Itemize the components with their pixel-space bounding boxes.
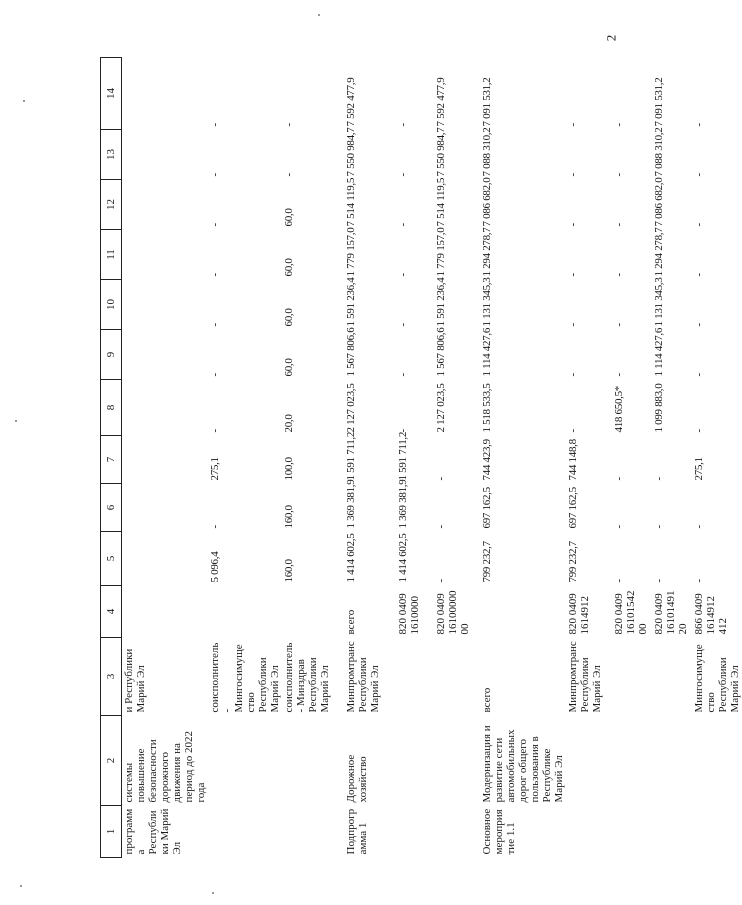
table-cell-col13 [122,130,209,180]
scan-speck [20,885,22,887]
table-cell-col7: 1 591 711,2 [397,431,409,481]
table-row [566,58,612,858]
header-cell: 4 [101,586,122,638]
table-cell-col14: - [613,123,625,127]
table-row [282,58,344,858]
table-cell-col8 [122,380,209,436]
table-cell-col8: 2 127 023,5 [435,383,447,433]
header-cell: 9 [101,330,122,380]
table-cell-col10: - [397,323,409,327]
header-cell: 11 [101,230,122,280]
table-cell-col11: - [613,273,625,277]
table-cell-col3: всего [481,687,493,713]
table-cell-col6: - [693,525,705,529]
table-cell-col14: - [209,123,221,127]
table-cell-col8: - [693,429,705,433]
table-cell-col3 [652,638,692,716]
table-cell-col4 [208,586,282,638]
table-cell-col2: Модернизация и развитие сети автомобильных дорог общего пользования в Республике Марий Эл [481,725,565,803]
table-cell-col12: 60,0 [283,208,295,227]
table-cell-col5: 799 232,7 [567,541,579,583]
table-cell-col5: 799 232,7 [481,541,493,583]
table-cell-col9: 1 114 427,6 [481,327,493,377]
header-cell: 12 [101,180,122,230]
table-cell-col10: 1 131 345,3 [653,277,665,327]
table-cell-col13: 7 550 984,7 [345,127,357,177]
table-cell-col3: соисполнитель - Мингосимущество Республики Марий Эл [209,642,281,713]
table-cell-col8: - [397,429,409,433]
table-cell-col8: 20,0 [283,414,295,433]
table-cell-col4 [282,586,344,638]
table-cell-col11: 1 294 278,7 [653,227,665,277]
table-cell-col3: и Республики Марий Эл [123,648,147,713]
table-cell-col8: 1 099 883,0 [653,383,665,433]
table-cell-col9 [122,330,209,380]
table-cell-col14: - [283,123,295,127]
table-cell-col7: 275,1 [693,457,705,481]
table-cell-col1 [692,806,742,858]
table-cell-col6: 697 162,5 [481,487,493,529]
table-cell-col14: 7 091 531,2 [653,77,665,127]
table-cell-col5: 5 096,4 [209,551,221,583]
table-cell-col10 [122,280,209,330]
table-cell-col3 [396,638,434,716]
table-cell-col6: 160,0 [283,505,295,529]
table-cell-col13: - [613,173,625,177]
table-cell-col13: - [397,173,409,177]
table-cell-col7: 744 423,9 [481,439,493,481]
table-cell-col9: 1 114 427,6 [653,327,665,377]
table-cell-col13: 7 088 310,2 [653,127,665,177]
table-cell-col1 [566,806,612,858]
table-cell-col14: 7 592 477,9 [345,77,357,127]
table-cell-col10: 1 591 236,4 [345,277,357,327]
table-row [344,58,396,858]
header-cell: 2 [101,716,122,806]
table-cell-col12: - [397,223,409,227]
table-cell-col12: 7 514 119,5 [345,177,357,227]
table-cell-col7: 1 591 711,2 [345,431,357,481]
table-cell-col7: 275,1 [209,457,221,481]
table-cell-col14: 7 091 531,2 [481,77,493,127]
table-cell-col9: - [397,373,409,377]
table-body [122,58,742,858]
table-cell-col4: 820 0409 1610000 [397,593,421,635]
table-cell-col5: - [653,579,665,583]
table-cell-col8: - [209,429,221,433]
table-cell-col5: - [613,579,625,583]
table-cell-col13: - [567,173,579,177]
table-cell-col12: - [567,223,579,227]
table-cell-col11: 60,0 [283,258,295,277]
table-cell-col14: - [397,123,409,127]
table-row [122,58,209,858]
table-cell-col11: - [397,273,409,277]
table-cell-col14 [122,58,209,130]
table-cell-col3: Минпромтранс Республики Марий Эл [345,641,381,713]
table-cell-col6 [122,484,209,532]
table-cell-col12: - [209,223,221,227]
table-cell-col4: 820 0409 1614912 [567,593,591,635]
table-cell-col12: 7 086 682,0 [653,177,665,227]
table-cell-col2 [434,716,480,806]
table-cell-col2: системы повышение безопасности дорожного движения на период до 2022 года [123,730,207,803]
table-cell-col13: - [693,173,705,177]
table-cell-col14: - [567,123,579,127]
table-cell-col9: - [613,373,625,377]
table-cell-col3 [612,638,652,716]
header-cell: 14 [101,58,122,130]
table-cell-col5: - [693,579,705,583]
table-cell-col6: 697 162,5 [567,487,579,529]
header-cell: 1 [101,806,122,858]
table-cell-col5: 160,0 [283,559,295,583]
table-cell-col10: 60,0 [283,308,295,327]
table-cell-col3 [434,638,480,716]
table-cell-col1: программа Республики Марий Эл [123,808,183,855]
table-cell-col6: - [435,525,447,529]
table-cell-col7: - [613,477,625,481]
page-number: 2 [603,34,619,42]
table-cell-col8: 2 127 023,5 [345,383,357,433]
table-cell-col4: 820 0409 1610000000 [435,590,471,635]
table-cell-col13: - [209,173,221,177]
table-cell-col8: 1 518 533,5 [481,383,493,433]
table-cell-col9: 1 567 806,6 [435,327,447,377]
table-cell-col1: Основное мероприятие 1.1 [481,808,517,855]
table-cell-col6: - [613,525,625,529]
table-cell-col12 [122,180,209,230]
table-cell-col6: - [653,525,665,529]
table-cell-col3: Минпромтранс Республики Марий Эл [567,641,603,713]
header-cell: 6 [101,484,122,532]
table-cell-col6: 1 369 381,9 [345,479,357,529]
table-row [396,58,434,858]
table-cell-col4 [122,586,209,638]
table-cell-col14: - [693,123,705,127]
table-cell-col1 [612,806,652,858]
rotated-table-sheet [100,58,741,858]
table-cell-col7: - [435,477,447,481]
table-cell-col1 [208,806,282,858]
table-cell-col5: 1 414 602,5 [397,533,409,583]
table-cell-col12: - [613,223,625,227]
table-cell-col10: - [693,323,705,327]
table-cell-col7: 100,0 [283,457,295,481]
table-cell-col6: 1 369 381,9 [397,479,409,529]
header-cell: 13 [101,130,122,180]
table-cell-col4: 820 0409 1610149120 [653,590,689,635]
table-cell-col11: 1 779 157,0 [435,227,447,277]
scan-speck [15,420,17,422]
table-cell-col9: - [693,373,705,377]
table-cell-col11: 1 294 278,7 [481,227,493,277]
table-cell-col4 [480,586,566,638]
table-cell-col2: Дорожное хозяйство [345,754,369,803]
table-cell-col2 [208,716,282,806]
table-cell-col6: - [209,525,221,529]
table-row [434,58,480,858]
table-cell-col12: 7 514 119,5 [435,177,447,227]
table-cell-col11: - [693,273,705,277]
table-cell-col2 [566,716,612,806]
table-cell-col12: - [693,223,705,227]
table-row [480,58,566,858]
table-cell-col1 [652,806,692,858]
table-cell-col2 [612,716,652,806]
header-cell: 8 [101,380,122,436]
table-cell-col9: 60,0 [283,358,295,377]
header-cell: 3 [101,638,122,716]
table-row [692,58,742,858]
table-cell-col3: соисполнитель - Минздрав Республики Марий Эл [283,642,331,713]
table-cell-col13: 7 550 984,7 [435,127,447,177]
table-cell-col4: 866 0409 1614912 412 [693,593,729,635]
table-cell-col1 [396,806,434,858]
table-cell-col2 [282,716,344,806]
table-cell-col8: 418 650,5* [613,385,625,433]
table-cell-col1: Подпрограмма 1 [345,808,369,855]
table-row [652,58,692,858]
header-cell: 5 [101,532,122,586]
table-cell-col10: - [613,323,625,327]
header-row [101,58,122,858]
table-cell-col5: 1 414 602,5 [345,533,357,583]
header-cell: 10 [101,280,122,330]
table-cell-col11: - [567,273,579,277]
table-cell-col5 [122,532,209,586]
budget-table [100,57,742,858]
table-cell-col2 [692,716,742,806]
table-cell-col2 [652,716,692,806]
scan-speck [23,100,25,102]
table-cell-col9: - [567,373,579,377]
table-cell-col5: - [435,579,447,583]
scan-speck [212,892,214,894]
table-cell-col12: 7 086 682,0 [481,177,493,227]
table-cell-col4: 820 0409 1610154200 [613,590,649,635]
table-cell-col10: 1 591 236,4 [435,277,447,327]
table-cell-col3: Мингосимущество Республики Марий Эл [693,644,741,713]
scan-speck [318,14,320,16]
table-cell-col10: 1 131 345,3 [481,277,493,327]
table-cell-col7: 744 148,8 [567,439,579,481]
table-cell-col11: - [209,273,221,277]
table-cell-col13: - [283,173,295,177]
table-cell-col9: - [209,373,221,377]
table-cell-col14: 7 592 477,9 [435,77,447,127]
table-cell-col10: - [209,323,221,327]
table-cell-col9: 1 567 806,6 [345,327,357,377]
table-cell-col11: 1 779 157,0 [345,227,357,277]
table-cell-col10: - [567,323,579,327]
table-cell-col1 [282,806,344,858]
table-cell-col4: всего [345,609,357,635]
table-cell-col1 [434,806,480,858]
table-cell-col7 [122,436,209,484]
table-cell-col13: 7 088 310,2 [481,127,493,177]
table-cell-col11 [122,230,209,280]
table-row [208,58,282,858]
header-cell: 7 [101,436,122,484]
table-cell-col7: - [653,477,665,481]
table-cell-col2 [396,716,434,806]
table-row [612,58,652,858]
table-cell-col8: - [567,429,579,433]
